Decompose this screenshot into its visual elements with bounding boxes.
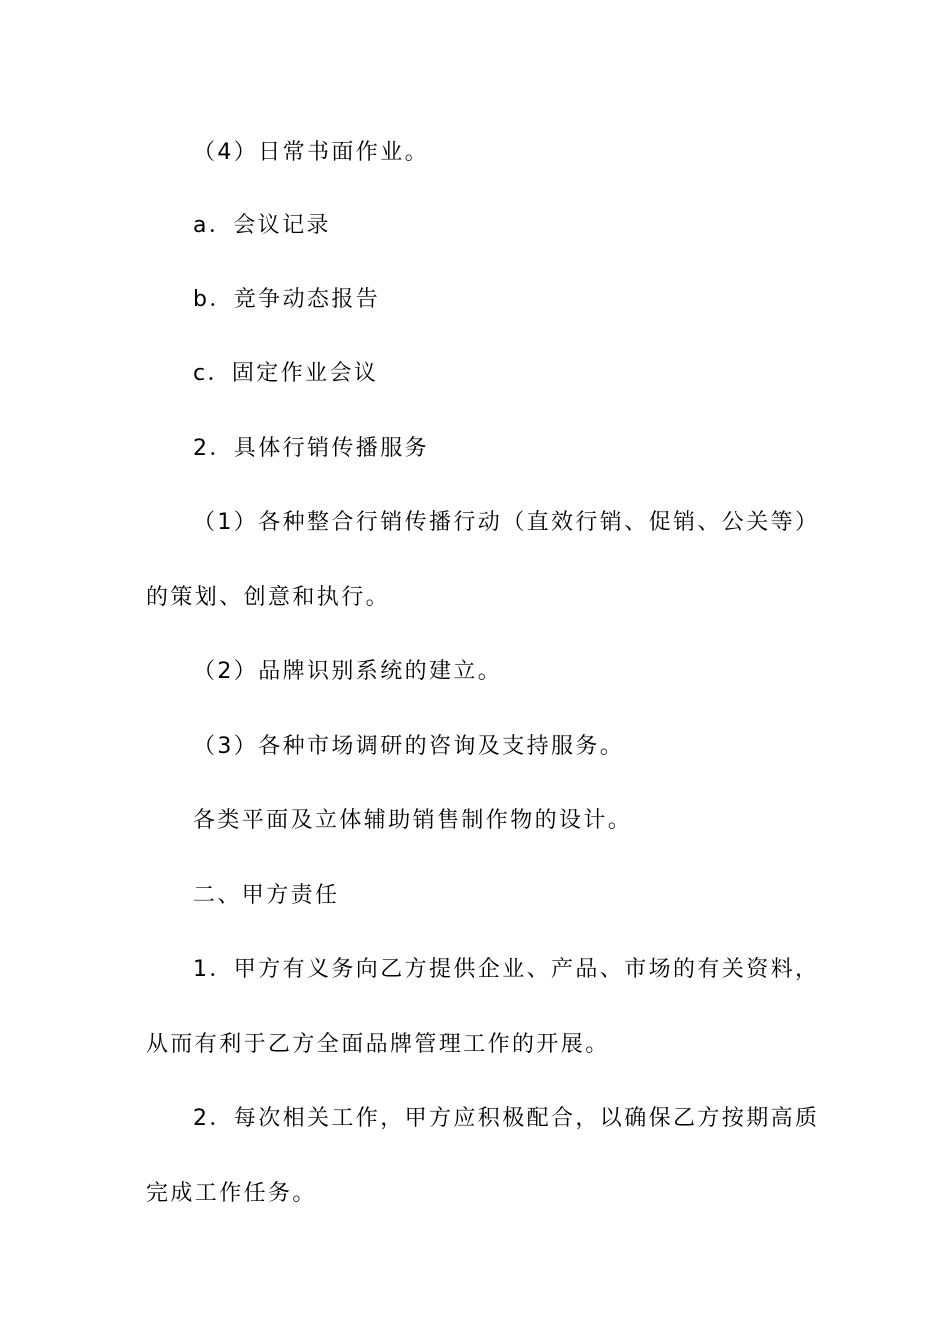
paragraph-line: b．竞争动态报告	[193, 287, 381, 312]
paragraph-line: 1．甲方有义务向乙方提供企业、产品、市场的有关资料，	[193, 957, 820, 982]
paragraph-line: （2）品牌识别系统的建立。	[193, 659, 503, 684]
paragraph-line: （1）各种整合行销传播行动（直效行销、促销、公关等）	[193, 510, 820, 535]
paragraph-line: 各类平面及立体辅助销售制作物的设计。	[193, 808, 633, 833]
paragraph-line: c．固定作业会议	[193, 361, 379, 386]
paragraph-line: a．会议记录	[193, 213, 331, 238]
paragraph-line: 的策划、创意和执行。	[146, 585, 391, 610]
paragraph-line: （4）日常书面作业。	[193, 140, 429, 165]
paragraph-line: 完成工作任务。	[146, 1181, 317, 1206]
paragraph-line: （3）各种市场调研的咨询及支持服务。	[193, 734, 625, 759]
section-heading: 二、甲方责任	[193, 883, 340, 908]
paragraph-line: 2．具体行销传播服务	[193, 436, 429, 461]
paragraph-line: 2．每次相关工作，甲方应积极配合，以确保乙方按期高质	[193, 1106, 820, 1131]
paragraph-line: 从而有利于乙方全面品牌管理工作的开展。	[146, 1032, 610, 1057]
